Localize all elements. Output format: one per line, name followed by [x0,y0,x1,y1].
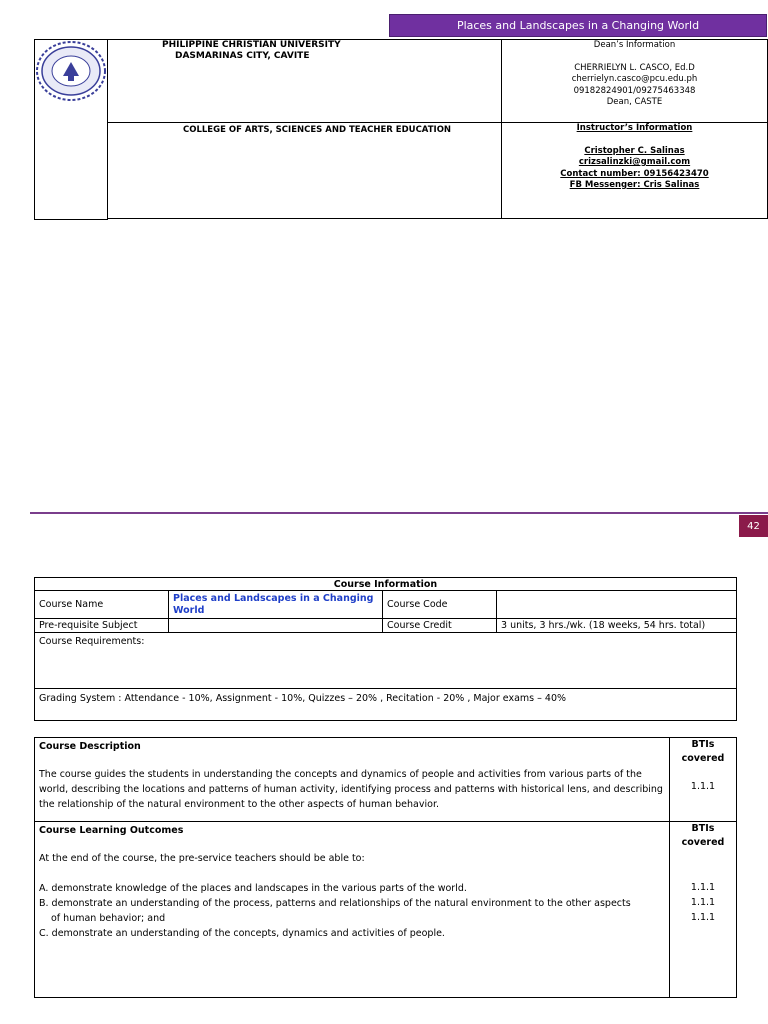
prereq-label: Pre-requisite Subject [35,619,169,633]
credit-value: 3 units, 3 hrs./wk. (18 weeks, 54 hrs. total) [497,619,737,633]
course-description-heading: Course Description [39,741,141,752]
instructor-name: Cristopher C. Salinas [584,145,685,156]
learning-outcomes-cell [35,822,670,998]
instructor-heading: Instructor’s Information [576,123,693,133]
dean-title: Dean, CASTE [606,97,663,107]
course-info-table [34,577,737,721]
outcome-bti: 1.1.1 [690,897,716,908]
instructor-messenger: FB Messenger: Cris Salinas [569,180,700,190]
learning-outcomes-intro: At the end of the course, the pre-service teachers should be able to: [39,853,365,864]
college-box [107,122,502,219]
banner-title: Places and Landscapes in a Changing World [456,19,700,32]
course-description-btis [670,738,737,822]
learning-outcomes-btis [670,822,737,998]
outcome-bti: 1.1.1 [690,882,716,893]
btis-heading: BTIs covered [681,739,725,764]
page-number-text: 42 [747,520,760,532]
course-description-text: The course guides the students in understanding the concepts and dynamics of people and activities from various parts of the world, describing the locations and patterns of human activity, identifying process and patterns with historical lens, and describing the relationship of the natural environment to the other aspects of human behavior. [39,769,663,810]
course-name-value: Places and Landscapes in a Changing World [169,591,383,619]
dean-info [502,40,767,109]
dean-phones: 09182824901/09275463348 [573,85,696,96]
course-description-cell [35,738,670,822]
credit-label: Course Credit [383,619,497,633]
outcome-bti: 1.1.1 [690,912,716,923]
dean-heading: Dean’s Information [593,40,676,50]
instructor-email: crizsalinzki@gmail.com [578,157,691,167]
page-separator [30,512,768,514]
dean-name: CHERRIELYN L. CASCO, Ed.D [574,62,695,73]
course-name-label: Course Name [35,591,169,619]
outcomes-btis-heading: BTIs covered [681,823,725,848]
university-seal-logo [35,40,107,102]
grading-system: Grading System : Attendance - 10%, Assignment - 10%, Quizzes – 20% , Recitation - 20% , Major exams – 40% [35,689,737,721]
course-description-bti: 1.1.1 [690,781,716,792]
course-requirements: Course Requirements: [35,633,737,689]
prereq-value [169,619,383,633]
dean-email: cherrielyn.casco@pcu.edu.ph [571,74,698,84]
outcome-a: A. demonstrate knowledge of the places and landscapes in the various parts of the world. [39,883,467,894]
outcome-b-continued: of human behavior; and [51,913,166,924]
university-name: PHILIPPINE CHRISTIAN UNIVERSITY [162,40,341,50]
instructor-contact: Contact number: 09156423470 [560,168,709,179]
course-info-heading: Course Information [35,578,737,591]
instructor-info [502,123,767,192]
course-title-banner [389,14,767,37]
outcome-b: B. demonstrate an understanding of the process, patterns and relationships of the natural environment to the other aspects [39,898,631,909]
course-outcomes-table [34,737,737,998]
course-code-label: Course Code [383,591,497,619]
college-name: COLLEGE OF ARTS, SCIENCES AND TEACHER EDUCATION [183,125,452,135]
university-city: DASMARINAS CITY, CAVITE [175,51,310,61]
outcome-c: C. demonstrate an understanding of the concepts, dynamics and activities of people. [39,928,445,939]
learning-outcomes-heading: Course Learning Outcomes [39,825,184,836]
page-number [739,515,768,537]
course-code-value [497,591,737,619]
